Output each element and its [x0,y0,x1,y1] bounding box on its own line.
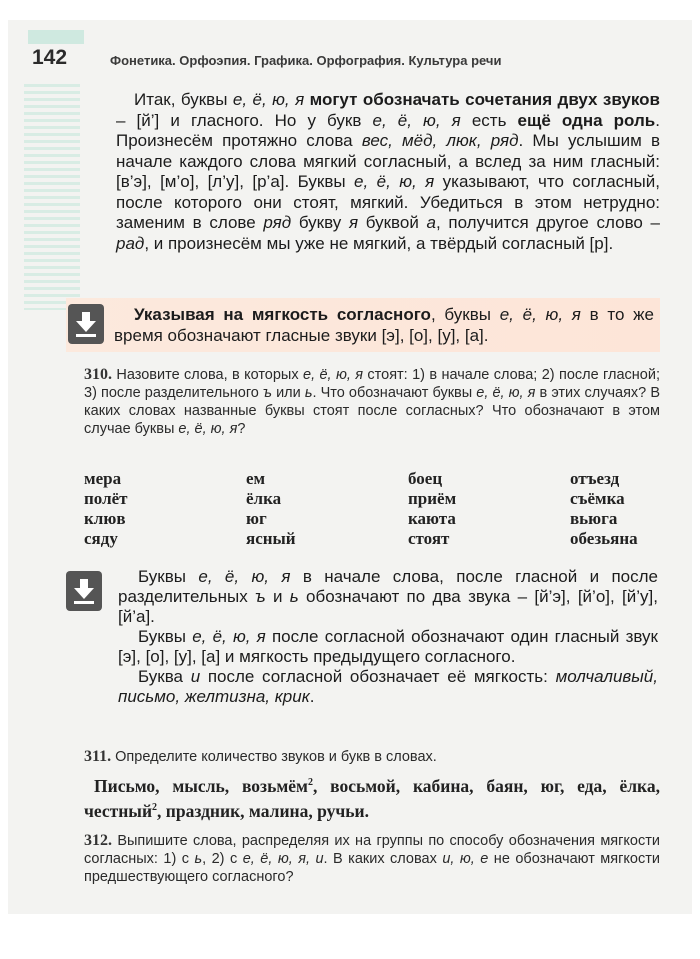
running-header: Фонетика. Орфоэпия. Графика. Орфография. Культура речи [110,53,502,68]
word-item: ёлка [246,489,282,508]
margin-decoration [24,84,80,310]
textbook-page [8,20,692,914]
rule-box-softness [66,298,660,352]
rule-paragraph: Буквы е, ё, ю, я после согласной обозначают один гласный звук [э], [о], [у], [а] и мягкость предыдущего согласного. [118,627,658,666]
word-item: клюв [84,509,126,528]
word-item: сяду [84,529,118,548]
exercise-311: 311. Определите количество звуков и букв в словах. [84,748,437,765]
intro-paragraph: Итак, буквы е, ё, ю, я могут обозначать сочетания двух звуков – [й’] и гласного. Но у букв е, ё, ю, я есть ещё одна роль. Произнесём протяжно слова вес, мёд, люк, ряд. Мы услышим в начале каждого слова мягкий согласный, а вслед за ним гласный: [в’э], [м’о], [л’у], [р’а]. Буквы е, ё, ю, я указывают, что согласный, после которого они стоят, мягкий. Убедиться в этом нетрудно: заменим в слове ряд букву я буквой а, получится другое слово – рад, и произнесём мы уже не мягкий, а твёрдый согласный [р]. [116,90,660,253]
word-item: мера [84,469,122,488]
rule-text [118,567,658,707]
exercise-310: 310. Назовите слова, в которых е, ё, ю, я стоят: 1) в начале слова; 2) после гласной; 3) после разделительного ъ или ь. Что обозначают буквы е, ё, ю, я в этих случаях? В каких словах названные буквы стоят после согласных? Что обозначают в этом случае буквы е, ё, ю, я? [84,366,661,437]
word-item: ем [246,469,266,488]
exercise-311-words: Письмо, мысль, возьмём$^2$, восьмой, кабина, баян, юг, еда, ёлка, честный$^2$, праздник, малина, ручьи. [84,775,660,821]
word-item: стоят [408,529,450,548]
word-item: съёмка [570,489,625,508]
word-item: полёт [84,489,128,508]
rule-paragraph: Буквы е, ё, ю, я в начале слова, после гласной и после разделительных ъ и ь обозначают по два звука – [й’э], [й’о], [й’у], [й’а]. [118,567,658,626]
word-item: юг [246,509,267,528]
word-item: отъезд [570,469,620,488]
rule-paragraph: Буква и после согласной обозначает её мягкость: молчаливый, письмо, желтизна, крик. [118,667,658,706]
exercise-312: 312. Выпишите слова, распределяя их на группы по способу обозначения мягкости согласных: 1) с ь, 2) с е, ё, ю, я, и. В каких словах и, ю, е не обозначают мягкости предшествующего согласного? [84,832,660,885]
rule-text: Указывая на мягкость согласного, буквы е, ё, ю, я в то же время обозначают гласные звуки [э], [о], [у], [а]. [114,305,654,345]
download-arrow-icon [68,304,104,344]
page-number-tab [28,30,84,44]
word-item: обезьяна [570,529,638,548]
word-item: вьюга [570,509,618,528]
word-item: приём [408,489,457,508]
download-arrow-icon [66,571,102,611]
word-item: ясный [246,529,296,548]
word-item: боец [408,469,443,488]
rule-box-two-sounds [66,567,660,747]
word-item: каюта [408,509,456,528]
word-grid-310 [84,469,668,549]
page-number: 142 [32,46,68,69]
